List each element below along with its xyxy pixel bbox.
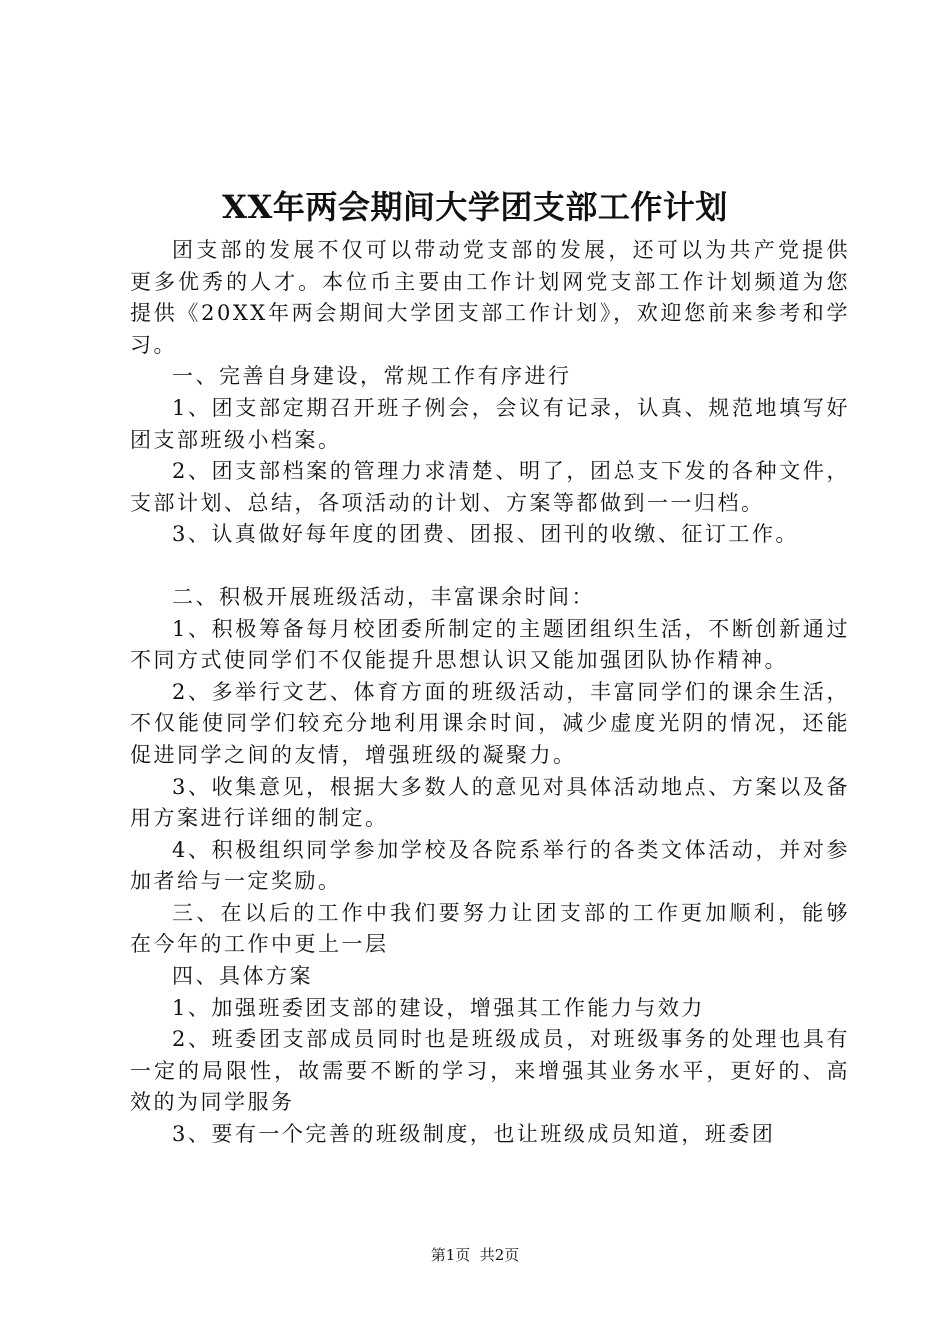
paragraph-2-2: 2、多举行文艺、体育方面的班级活动，丰富同学们的课余生活，不仅能使同学们较充分地利用课余时间，减少虚度光阴的情况，还能促进同学之间的友情，增强班级的凝聚力。 xyxy=(130,679,850,767)
paragraph-4-2: 2、班委团支部成员同时也是班级成员，对班级事务的处理也具有一定的局限性，故需要不断的学习，来增强其业务水平，更好的、高效的为同学服务 xyxy=(130,1027,850,1115)
paragraph-2-4: 4、积极组织同学参加学校及各院系举行的各类文体活动，并对参加者给与一定奖励。 xyxy=(130,837,850,894)
paragraph-intro: 团支部的发展不仅可以带动党支部的发展，还可以为共产党提供更多优秀的人才。本位币主要由工作计划网党支部工作计划频道为您提供《20XX年两会期间大学团支部工作计划》，欢迎您前来参考和学习。 xyxy=(130,238,850,357)
section-heading-4: 四、具体方案 xyxy=(172,964,313,989)
paragraph-2-3: 3、收集意见，根据大多数人的意见对具体活动地点、方案以及备用方案进行详细的制定。 xyxy=(130,774,850,831)
paragraph-1-1: 1、团支部定期召开班子例会，会议有记录，认真、规范地填写好团支部班级小档案。 xyxy=(130,395,850,452)
paragraph-4-3: 3、要有一个完善的班级制度，也让班级成员知道，班委团 xyxy=(172,1122,776,1147)
paragraph-1-2: 2、团支部档案的管理力求清楚、明了，团总支下发的各种文件，支部计划、总结，各项活动的计划、方案等都做到一一归档。 xyxy=(130,459,850,515)
page-number-label: 第1页 共2页 xyxy=(430,1246,520,1264)
document-title: XX年两会期间大学团支部工作计划 xyxy=(222,188,728,226)
section-heading-2: 二、积极开展班级活动，丰富课余时间： xyxy=(172,584,595,609)
section-heading-3: 三、在以后的工作中我们要努力让团支部的工作更加顺利，能够在今年的工作中更上一层 xyxy=(130,900,850,957)
page-footer xyxy=(0,1245,950,1265)
paragraph-4-1: 1、加强班委团支部的建设，增强其工作能力与效力 xyxy=(172,995,705,1020)
paragraph-1-3: 3、认真做好每年度的团费、团报、团刊的收缴、征订工作。 xyxy=(172,522,799,547)
document-body xyxy=(130,235,850,1151)
paragraph-2-1: 1、积极筹备每月校团委所制定的主题团组织生活，不断创新通过不同方式使同学们不仅能提升思想认识又能加强团队协作精神。 xyxy=(130,616,850,673)
section-heading-1: 一、完善自身建设，常规工作有序进行 xyxy=(172,364,572,389)
